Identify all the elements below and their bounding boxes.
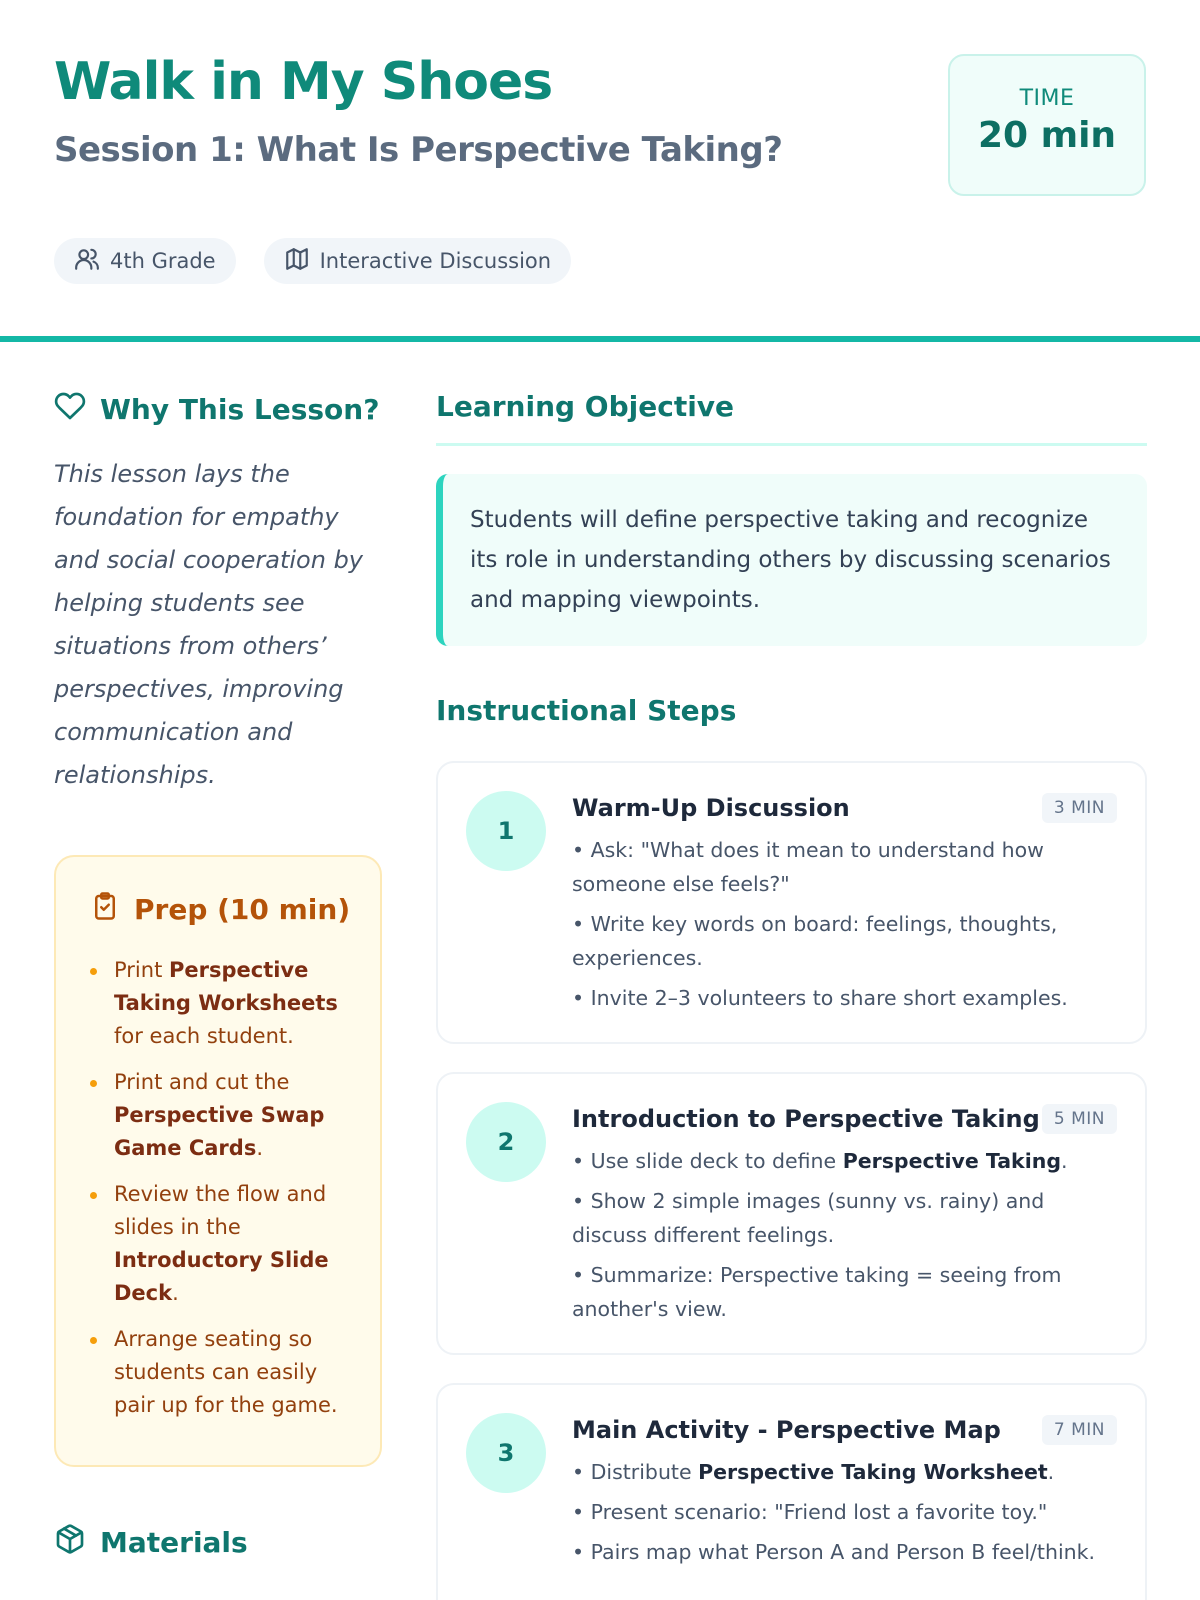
header-divider (0, 336, 1200, 342)
step-line: • Present scenario: "Friend lost a favorite toy." (572, 1500, 1048, 1524)
step-title: Main Activity - Perspective Map (572, 1416, 1001, 1444)
why-heading-text: Why This Lesson? (100, 393, 380, 426)
users-icon (74, 246, 100, 277)
duration-badge: 7 MIN (1042, 1415, 1117, 1445)
time-box (948, 54, 1146, 196)
objective-heading: Learning Objective (436, 390, 1147, 446)
session-subtitle: Session 1: What Is Perspective Taking? (54, 130, 783, 170)
step-number: 1 (466, 791, 546, 871)
left-column (54, 390, 384, 1562)
map-icon (284, 246, 310, 277)
page-title: Walk in My Shoes (54, 52, 553, 112)
step-line: • Pairs map what Person A and Person B feel/think. (572, 1540, 1096, 1564)
time-label: TIME (1019, 86, 1075, 111)
prep-list (90, 954, 350, 1422)
step-number: 3 (466, 1413, 546, 1493)
prep-heading-text: Prep (10 min) (134, 893, 351, 926)
right-column (436, 390, 1147, 1600)
step-line: • Distribute Perspective Taking Worksheet. (572, 1460, 1055, 1484)
objective-box: Students will define perspective taking and recognize its role in understanding others by discussing scenarios and mapping viewpoints. (436, 474, 1147, 646)
step-number: 2 (466, 1102, 546, 1182)
why-text: This lesson lays the foundation for empathy and social cooperation by helping students see situations from others’ perspectives, improving communication and relationships. (54, 460, 364, 789)
step-card-1 (436, 761, 1147, 1044)
step-title: Warm-Up Discussion (572, 794, 850, 822)
step-body (572, 791, 1117, 1021)
step-card-2 (436, 1072, 1147, 1355)
tag-label: Interactive Discussion (319, 249, 552, 273)
materials-heading (54, 1523, 384, 1562)
step-line: • Write key words on board: feelings, thoughts, experiences. (572, 912, 1058, 970)
step-line: • Invite 2–3 volunteers to share short examples. (572, 986, 1068, 1010)
prep-item: Print and cut the Perspective Swap Game Cards. (90, 1066, 350, 1165)
step-line: • Summarize: Perspective taking = seeing from another's view. (572, 1263, 1062, 1321)
step-line: • Use slide deck to define Perspective Taking. (572, 1149, 1068, 1173)
tag-list (54, 238, 571, 284)
step-line: • Ask: "What does it mean to understand how someone else feels?" (572, 838, 1044, 896)
prep-item: Review the flow and slides in the Introductory Slide Deck. (90, 1178, 350, 1310)
step-body (572, 1102, 1117, 1332)
why-heading (54, 390, 384, 429)
steps-heading: Instructional Steps (436, 694, 737, 727)
time-value: 20 min (977, 115, 1117, 156)
step-lines (572, 1144, 1117, 1326)
step-card-3 (436, 1383, 1147, 1600)
step-lines (572, 833, 1117, 1015)
duration-badge: 5 MIN (1042, 1104, 1117, 1134)
package-icon (54, 1523, 86, 1562)
lesson-header (0, 0, 1200, 345)
duration-badge: 3 MIN (1042, 793, 1117, 823)
materials-heading-text: Materials (100, 1526, 248, 1559)
prep-heading (90, 891, 350, 928)
heart-icon (54, 390, 86, 429)
step-title: Introduction to Perspective Taking (572, 1105, 1040, 1133)
clipboard-check-icon (90, 891, 120, 928)
tag-label: 4th Grade (110, 249, 216, 273)
step-body (572, 1413, 1117, 1575)
prep-item: Arrange seating so students can easily pair up for the game. (90, 1323, 350, 1422)
prep-item: Print Perspective Taking Worksheets for each student. (90, 954, 350, 1053)
step-lines (572, 1455, 1117, 1569)
tag-grade (54, 238, 236, 284)
tag-format (264, 238, 571, 284)
prep-card (54, 855, 382, 1467)
step-line: • Show 2 simple images (sunny vs. rainy) and discuss different feelings. (572, 1189, 1045, 1247)
